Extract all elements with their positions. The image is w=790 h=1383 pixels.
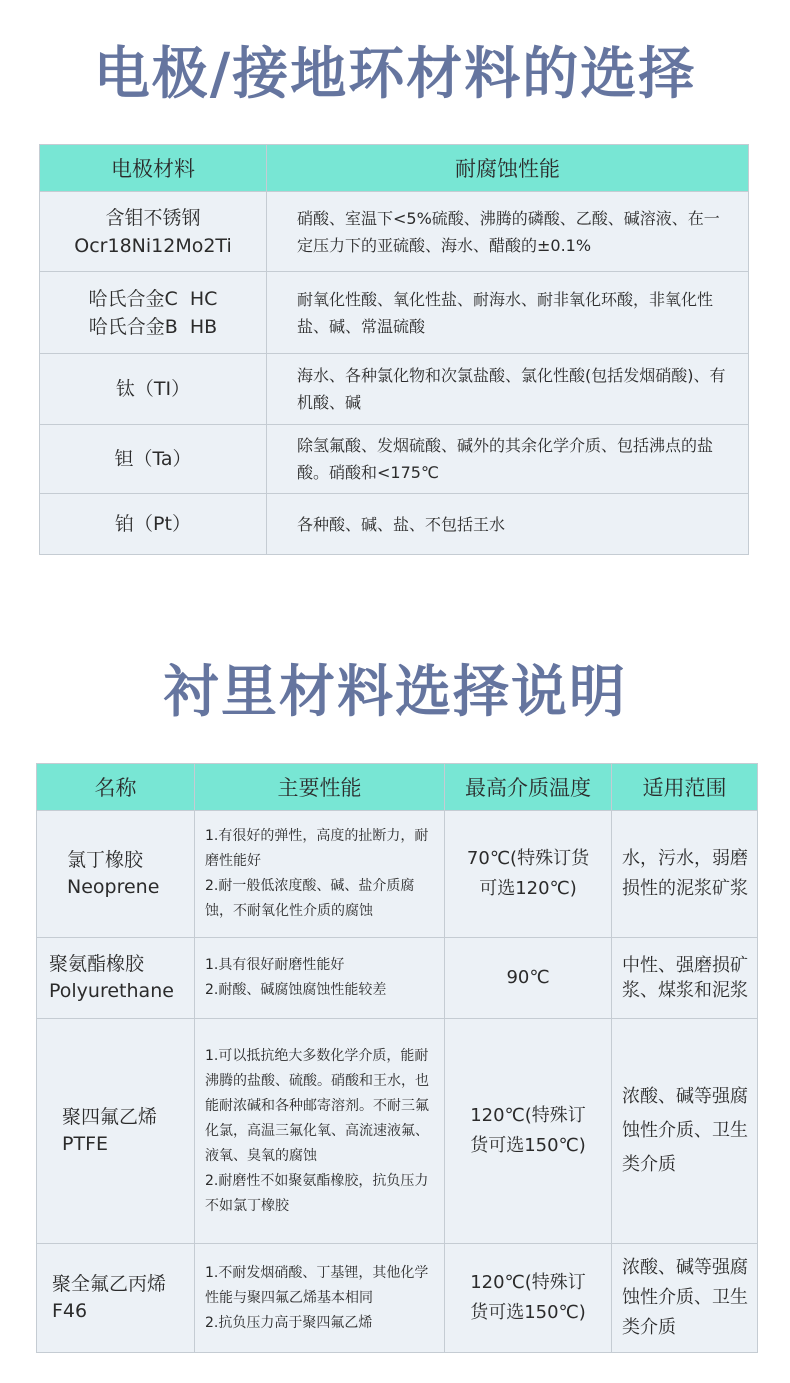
material-name: 哈氏合金C HC 哈氏合金B HB bbox=[40, 272, 267, 354]
corrosion-properties: 各种酸、碱、盐、不包括王水 bbox=[267, 494, 749, 555]
header-corrosion-resistance: 耐腐蚀性能 bbox=[267, 145, 749, 192]
corrosion-properties: 硝酸、室温下<5%硫酸、沸腾的磷酸、乙酸、碱溶液、在一定压力下的亚硫酸、海水、醋酸的±0.1% bbox=[267, 192, 749, 272]
material-name: 钽（Ta） bbox=[40, 425, 267, 494]
lining-properties: 1.不耐发烟硝酸、丁基锂，其他化学性能与聚四氟乙烯基本相同 2.抗负压力高于聚四氟乙烯 bbox=[195, 1244, 445, 1353]
header-application-range: 适用范围 bbox=[612, 764, 758, 811]
table-row bbox=[40, 192, 749, 272]
lining-name: 聚全氟乙丙烯 F46 bbox=[37, 1244, 195, 1353]
table-row bbox=[40, 272, 749, 354]
lining-properties: 1.具有很好耐磨性能好 2.耐酸、碱腐蚀腐蚀性能较差 bbox=[195, 938, 445, 1019]
material-name: 含钼不锈钢 Ocr18Ni12Mo2Ti bbox=[40, 192, 267, 272]
table-row bbox=[37, 938, 758, 1019]
lining-properties: 1.有很好的弹性，高度的扯断力，耐磨性能好 2.耐一般低浓度酸、碱、盐介质腐蚀，不耐氧化性介质的腐蚀 bbox=[195, 811, 445, 938]
section-title-electrode: 电极/接地环材料的选择 bbox=[93, 42, 697, 107]
header-electrode-material: 电极材料 bbox=[40, 145, 267, 192]
table-row bbox=[37, 1244, 758, 1353]
lining-application: 水，污水，弱磨损性的泥浆矿浆 bbox=[612, 811, 758, 938]
header-name: 名称 bbox=[37, 764, 195, 811]
lining-max-temperature: 90℃ bbox=[445, 938, 612, 1019]
corrosion-properties: 耐氧化性酸、氧化性盐、耐海水、耐非氧化环酸，非氧化性盐、碱、常温硫酸 bbox=[267, 272, 749, 354]
lining-material-table bbox=[36, 763, 758, 1353]
table-header-row bbox=[37, 764, 758, 811]
section-title-lining: 衬里材料选择说明 bbox=[163, 660, 627, 725]
lining-name: 聚氨酯橡胶 Polyurethane bbox=[37, 938, 195, 1019]
lining-max-temperature: 120℃(特殊订货可选150℃) bbox=[445, 1244, 612, 1353]
table-row bbox=[37, 1019, 758, 1244]
lining-max-temperature: 120℃(特殊订货可选150℃) bbox=[445, 1019, 612, 1244]
material-name: 铂（Pt） bbox=[40, 494, 267, 555]
lining-name: 氯丁橡胶 Neoprene bbox=[37, 811, 195, 938]
corrosion-properties: 除氢氟酸、发烟硫酸、碱外的其余化学介质、包括沸点的盐酸。硝酸和<175℃ bbox=[267, 425, 749, 494]
table-header-row bbox=[40, 145, 749, 192]
corrosion-properties: 海水、各种氯化物和次氯盐酸、氯化性酸(包括发烟硝酸)、有机酸、碱 bbox=[267, 354, 749, 425]
electrode-material-table bbox=[39, 144, 749, 555]
lining-application: 浓酸、碱等强腐蚀性介质、卫生类介质 bbox=[612, 1019, 758, 1244]
lining-application: 浓酸、碱等强腐蚀性介质、卫生类介质 bbox=[612, 1244, 758, 1353]
table-row bbox=[40, 494, 749, 555]
header-max-temperature: 最高介质温度 bbox=[445, 764, 612, 811]
lining-max-temperature: 70℃(特殊订货可选120℃) bbox=[445, 811, 612, 938]
lining-properties: 1.可以抵抗绝大多数化学介质，能耐沸腾的盐酸、硫酸。硝酸和王水，也能耐浓碱和各种邮寄溶剂。不耐三氟化氯，高温三氟化氧、高流速液氟、液氧、臭氧的腐蚀 2.耐磨性不如聚氨酯橡胶，抗负压力不如氯丁橡胶 bbox=[195, 1019, 445, 1244]
table-row bbox=[40, 354, 749, 425]
table-row bbox=[37, 811, 758, 938]
lining-name: 聚四氟乙烯 PTFE bbox=[37, 1019, 195, 1244]
header-main-properties: 主要性能 bbox=[195, 764, 445, 811]
lining-application: 中性、强磨损矿浆、煤浆和泥浆 bbox=[612, 938, 758, 1019]
table-row bbox=[40, 425, 749, 494]
material-name: 钛（TI） bbox=[40, 354, 267, 425]
